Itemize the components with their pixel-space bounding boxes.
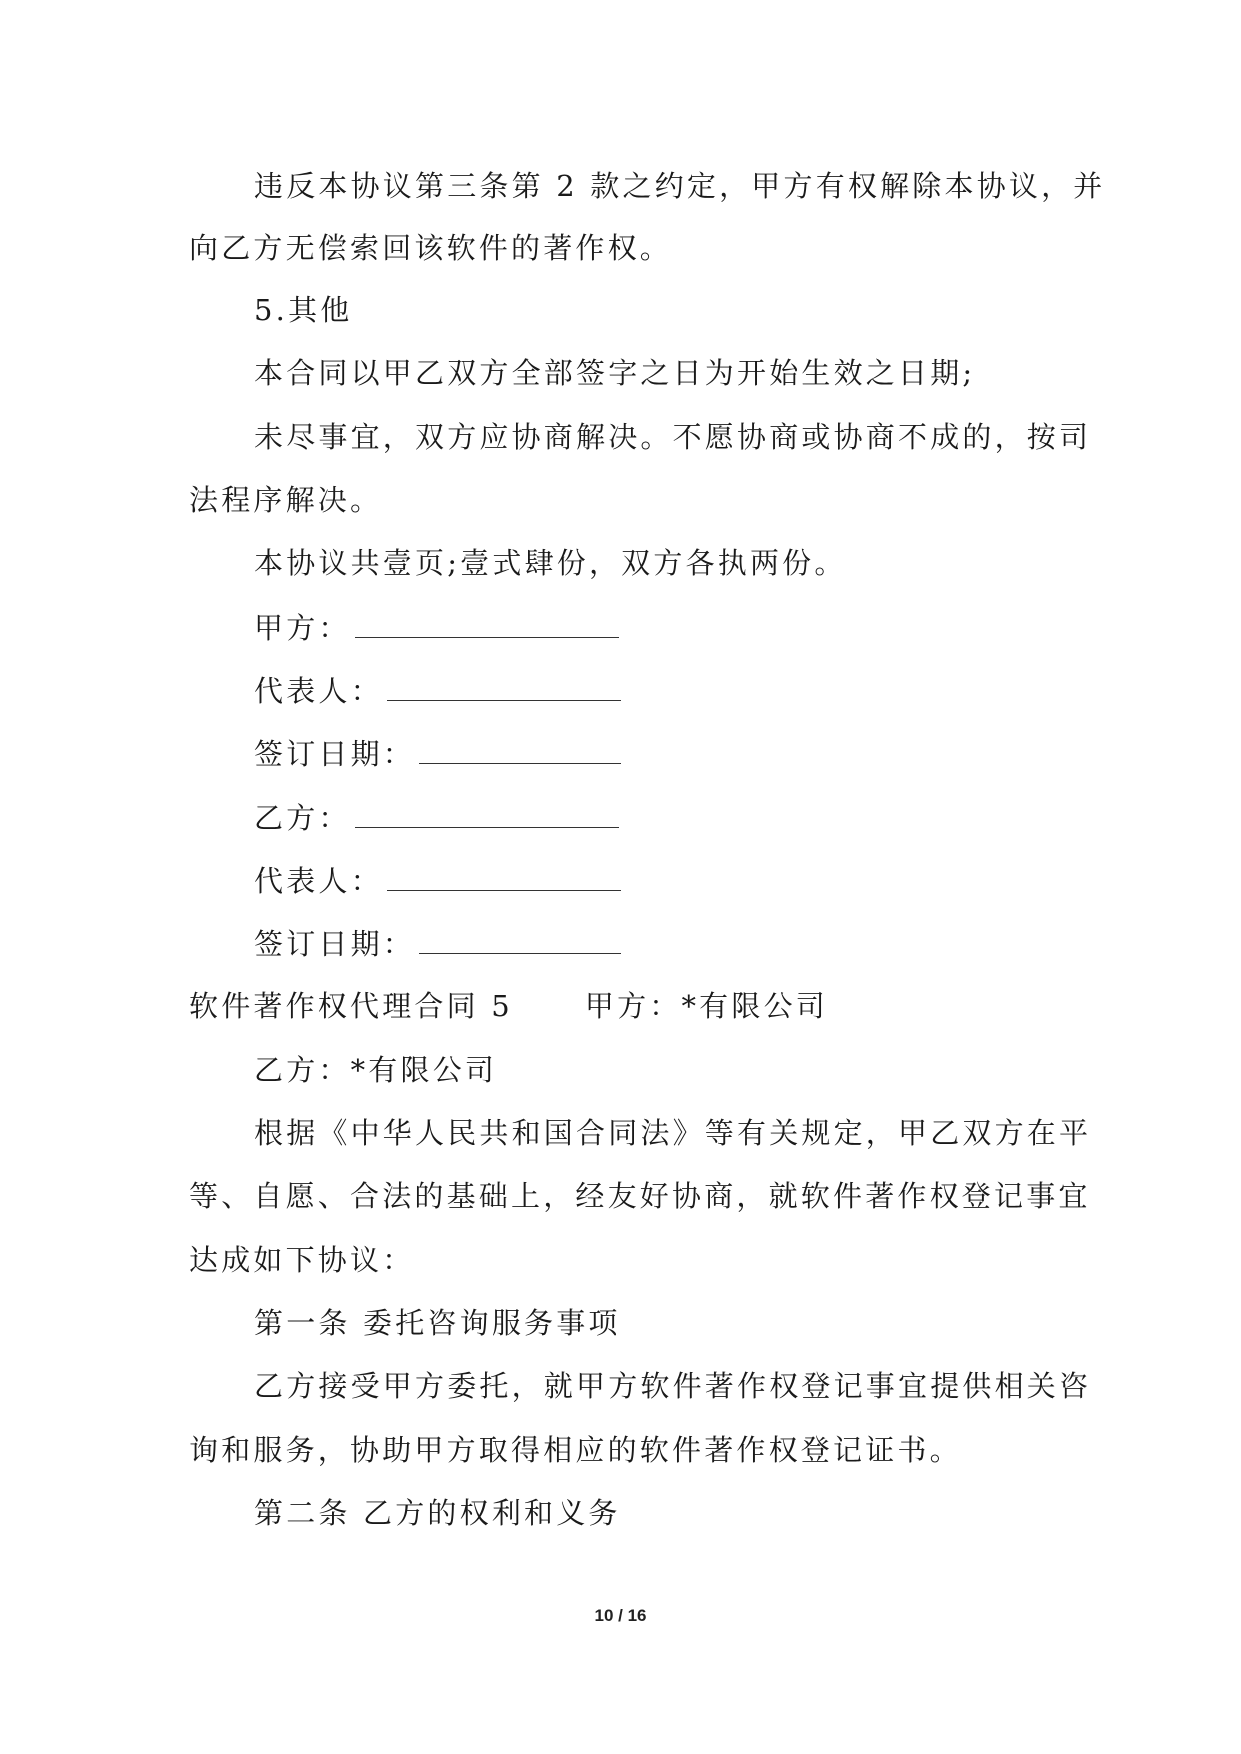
party-a: 甲方：*有限公司 bbox=[584, 989, 828, 1023]
signature-blank bbox=[419, 733, 621, 764]
signature-label: 签订日期： bbox=[254, 737, 416, 771]
page-number: 10 / 16 bbox=[594, 1606, 647, 1625]
paragraph-line: 乙方接受甲方委托，就甲方软件著作权登记事宜提供相关咨 bbox=[254, 1369, 1092, 1403]
paragraph-line: 询和服务，协助甲方取得相应的软件著作权登记证书。 bbox=[189, 1433, 962, 1467]
paragraph-line: 根据《中华人民共和国合同法》等有关规定，甲乙双方在平 bbox=[254, 1116, 1092, 1150]
signature-label: 签订日期： bbox=[254, 927, 416, 961]
paragraph-line: 达成如下协议： bbox=[189, 1243, 415, 1277]
signature-line-party-b bbox=[254, 797, 619, 838]
signature-blank bbox=[419, 923, 621, 954]
party-b: 乙方：*有限公司 bbox=[254, 1053, 498, 1087]
signature-blank bbox=[355, 797, 619, 828]
signature-blank bbox=[387, 860, 621, 891]
contract-title: 软件著作权代理合同 5 bbox=[189, 989, 513, 1023]
signature-line-date-a bbox=[254, 733, 621, 774]
paragraph-line: 违反本协议第三条第 2 款之约定，甲方有权解除本协议，并 bbox=[254, 169, 1106, 203]
paragraph-line: 向乙方无偿索回该软件的著作权。 bbox=[189, 231, 673, 265]
paragraph-line: 本合同以甲乙双方全部签字之日为开始生效之日期; bbox=[254, 356, 976, 390]
signature-line-representative-b bbox=[254, 860, 621, 901]
signature-label: 乙方： bbox=[254, 801, 351, 835]
signature-label: 代表人： bbox=[254, 864, 383, 898]
contract-title-line bbox=[189, 986, 828, 1026]
signature-line-party-a bbox=[254, 607, 619, 648]
paragraph-line: 未尽事宜，双方应协商解决。不愿协商或协商不成的，按司 bbox=[254, 420, 1092, 454]
paragraph-line: 法程序解决。 bbox=[189, 483, 383, 517]
signature-blank bbox=[355, 607, 619, 638]
signature-label: 代表人： bbox=[254, 674, 383, 708]
article-heading: 第一条 委托咨询服务事项 bbox=[254, 1306, 621, 1340]
paragraph-line: 等、自愿、合法的基础上，经友好协商，就软件著作权登记事宜 bbox=[189, 1179, 1091, 1213]
signature-line-date-b bbox=[254, 923, 621, 964]
section-heading: 5.其他 bbox=[254, 293, 353, 327]
signature-line-representative-a bbox=[254, 670, 621, 711]
article-heading: 第二条 乙方的权利和义务 bbox=[254, 1496, 621, 1530]
signature-label: 甲方： bbox=[254, 611, 351, 645]
paragraph-line: 本协议共壹页;壹式肆份，双方各执两份。 bbox=[254, 546, 847, 580]
signature-blank bbox=[387, 670, 621, 701]
